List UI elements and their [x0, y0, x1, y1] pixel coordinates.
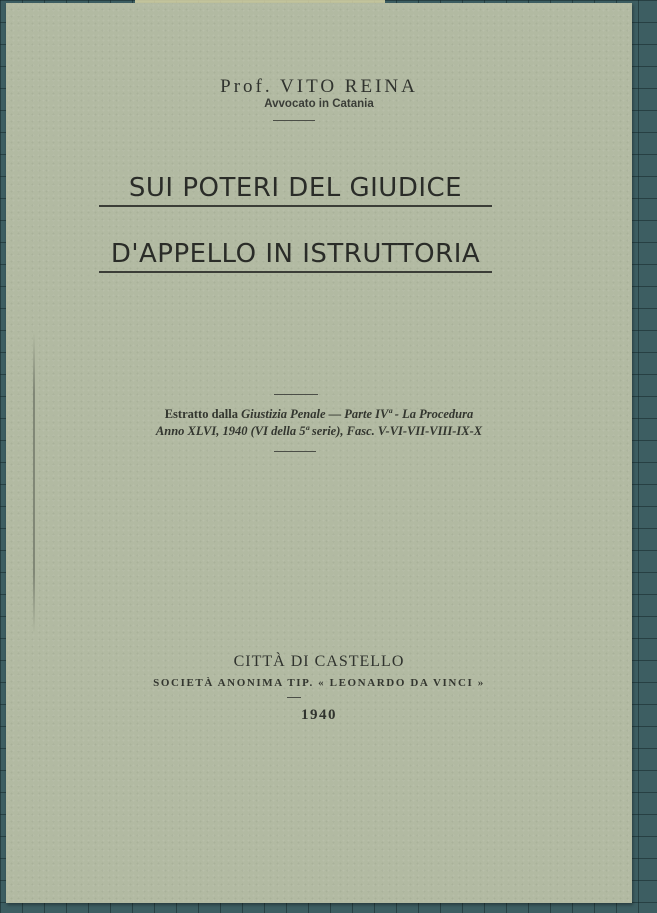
divider-rule — [273, 120, 315, 121]
extract-line-2: Anno XLVI, 1940 (VI della 5ª serie), Fasc. V-VI-VII-VIII-IX-X — [155, 424, 483, 438]
divider-rule — [274, 394, 318, 395]
divider-rule — [287, 697, 301, 698]
extract-note — [6, 406, 632, 440]
publisher-name: SOCIETÀ ANONIMA TIP. « LEONARDO DA VINCI » — [153, 677, 485, 689]
extract-prefix: Estratto dalla — [164, 407, 242, 421]
title-line-1: SUI POTERI DEL GIUDICE — [99, 173, 492, 207]
staple-fold — [33, 333, 35, 633]
booklet-cover — [6, 3, 632, 903]
author-role: Avvocato in Catania — [264, 98, 374, 110]
divider-rule — [274, 451, 316, 452]
extract-journal: Giustizia Penale — Parte IVª - La Procedura — [241, 407, 474, 421]
extract-line-1 — [6, 406, 632, 423]
publication-city: CITTÀ DI CASTELLO — [233, 653, 405, 670]
publication-year: 1940 — [301, 707, 337, 723]
title-line-2: D'APPELLO IN ISTRUTTORIA — [99, 239, 492, 273]
author-name: Prof. VITO REINA — [220, 76, 418, 97]
